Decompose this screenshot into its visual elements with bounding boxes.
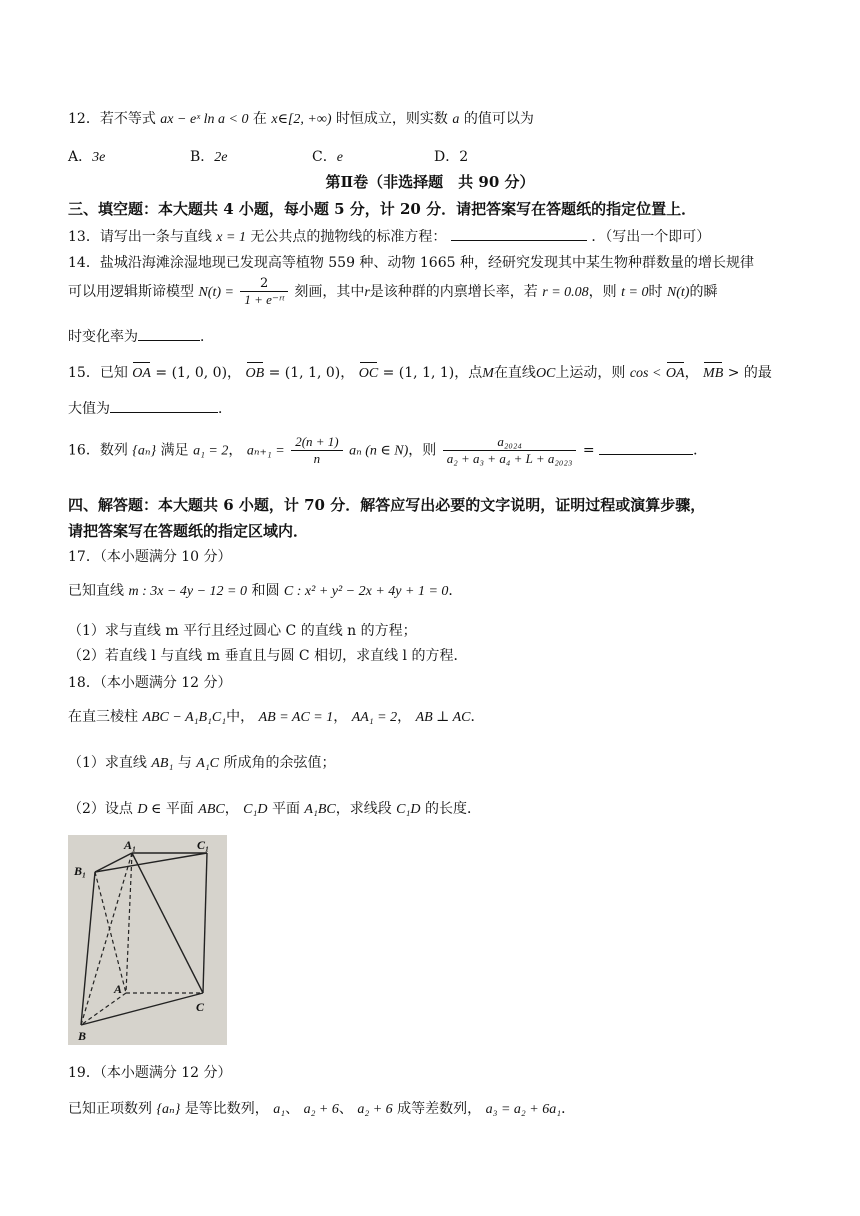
q15-text-end: ． [218,401,232,417]
q17-line-m: m : 3x − 4y − 12 = 0 [128,584,247,599]
q16-text-b: 满足 [160,442,189,459]
edge-aa1 [126,853,132,993]
q18-cond-1: AB = AC = 1 [258,710,334,725]
q18-plane-abc: ABC [198,802,225,817]
option-value: 2 [459,149,469,165]
q12-inequality: ax − eˣ ln a < 0 [160,112,249,127]
q18-text-b: 中， [226,709,255,725]
q14-nt: N(t) [666,285,690,300]
q12-option-c [312,146,343,166]
q14-text-c: 是该种群的内禀增长率，若 [369,284,538,300]
edge-bc [81,993,203,1025]
q13-answer-blank [451,228,587,241]
q17-circle-c: C : x² + y² − 2x + 4y + 1 = 0 [283,584,449,599]
label-a: A [114,982,123,996]
q18-prism: ABC − A₁B₁C₁ [142,710,227,725]
q19-term-3: a₂ + 6 [357,1102,393,1117]
q17-title: 17．（本小题满分 10 分） [68,549,232,565]
q12-option-d [434,146,468,166]
q14-line1: 14．盐城沿海滩涂湿地现已发现高等植物 559 种、动物 1665 种，经研究发现其中某生物种群数量的增长规律 [68,255,754,271]
q14-t0: t = 0 [621,285,649,300]
q18-stem [68,706,484,726]
q16-recurrence-lhs: aₙ₊₁ = [246,443,285,459]
q18-p1-text-b: 与 [177,755,192,771]
q12-text-d: 的值可以为 [463,111,534,127]
q16 [68,434,707,467]
q18-p2-text-c: ， [224,801,239,817]
q16-text-d: ，则 [408,442,437,459]
label-c: C [196,1000,205,1014]
q15-text-c: 在直线 [493,365,536,381]
q15-text-a: 15．已知 [68,365,128,381]
q15-line1: 15．已知 OA = (1, 0, 0)， OB = (1, 1, 0)， OC = (1, 1, 1)，点M在直线OC上运动，则 cos < OA， MB > 的最 [68,365,772,381]
label-b1: B₁ [74,864,87,878]
label-a1: A₁ [124,838,137,852]
q19-term-2: a₂ + 6 [303,1102,339,1117]
q12-option-a [68,146,105,166]
option-label: B． [190,149,215,165]
label-c1: C₁ [197,838,210,852]
edge-ab [81,993,126,1025]
vector-ob-value: = (1, 1, 0) [268,365,341,381]
q18-part2 [68,798,481,818]
q18-plane-a1bc: A₁BC [304,802,336,817]
option-label: C． [312,149,337,165]
q13-text-b: 无公共点的抛物线的标准方程： [250,229,447,245]
q18-cond-3: AB ⊥ AC [415,710,471,725]
q18-text-a: 在直三棱柱 [68,709,138,725]
q18-title: 18．（本小题满分 12 分） [68,675,232,691]
q16-target-den: a₂ + a₃ + a₄ + L + a₂₀₂₃ [446,451,573,466]
q19-term-4: a₃ = a₂ + 6a₁ [485,1102,562,1117]
segment-a1c [132,853,203,993]
q19-sequence: {aₙ} [156,1102,181,1117]
q12-domain: x∈[2, +∞) [271,112,332,127]
q18-point-d: D ∈ [137,802,162,817]
section4-heading-line2: 请把答案写在答题纸的指定区域内． [68,522,309,540]
q14-frac-den: 1 + e⁻ʳᵗ [244,292,284,307]
q18-p2-text-f: 的长度． [424,801,481,817]
q17-text-a: 已知直线 [68,583,124,599]
q19-term-1: a₁ [273,1102,286,1117]
q14-text-b: 刻画，其中 [294,284,365,300]
q14-answer-blank [138,328,200,341]
q16-initial: a₁ = 2 [193,443,229,459]
q18-p1-text-c: 所成角的余弦值； [223,755,336,771]
q14-r-value: r = 0.08 [542,285,589,300]
q15-text-e: > 的最 [727,365,772,381]
q13 [68,226,710,246]
q18-p2-text-a: （2）设点 [68,801,133,817]
q14-function: N(t) = [198,285,234,300]
q14-text-a: 可以用逻辑斯谛模型 [68,284,194,300]
q14-text-f: 的瞬 [689,284,718,300]
q15-text-b: ，点 [454,365,483,381]
q19-text-a: 已知正项数列 [68,1101,152,1117]
q15-point-m: M [482,366,494,381]
q18-part1 [68,752,335,772]
q16-target-fraction [443,434,577,467]
q16-answer-blank [599,442,693,455]
q14-line3 [68,326,214,346]
q18-p1-text-a: （1）求直线 [68,755,147,771]
q13-equation: x = 1 [216,230,246,245]
q18-end: ． [470,709,485,725]
q18-sep: ， [333,709,348,725]
q15-text-line2: 大值为 [68,401,110,417]
q18-p2-text-d: 平面 [271,801,300,817]
q14-r: r [364,285,370,300]
option-label: D． [434,149,460,165]
q14-text-line3: 时变化率为 [68,329,138,345]
q19-end: ． [561,1101,576,1117]
vector-oa: OA [132,366,151,381]
part2-title: 第Ⅱ卷（非选择题 共 90 分） [325,173,535,191]
q19-sep: 、 [338,1101,353,1117]
q15-line2 [68,398,232,418]
q16-target-num: a₂₀₂₄ [443,434,577,451]
edge-cc1 [203,853,207,993]
q16-recurrence-rhs: aₙ (n ∈ N) [349,443,409,459]
q18-p2-text-e: ，求线段 [335,801,392,817]
q16-recurrence-fraction [291,434,342,467]
q13-text-a: 13．请写出一条与直线 [68,229,212,245]
vector-oa-value: = (1, 0, 0) [155,365,228,381]
edge-b1c1 [95,853,207,872]
option-value: 2e [214,150,228,165]
vector-oc: OC [358,366,379,381]
q18-prism-figure [68,835,227,1045]
section3-heading: 三、填空题：本大题共 4 小题，每小题 5 分，计 20 分．请把答案写在答题纸的指定位置上． [68,200,697,218]
q16-equals: = [582,442,595,459]
q18-segment-c1d: C₁D [396,802,421,817]
q13-text-c: ．（写出一个即可） [591,229,711,245]
vector-ob: OB [245,366,265,381]
q19-sep: 、 [285,1101,300,1117]
q15-line-oc: OC [535,366,556,381]
q18-sep: ， [397,709,412,725]
q16-sequence: {aₙ} [132,443,157,459]
q17-stem [68,580,462,600]
vector-mb: MB [703,366,724,381]
q14-frac-num: 2 [240,276,287,292]
vector-oa-in-cos: OA [665,366,685,381]
q17-text-b: 和圆 [251,583,280,599]
q17-part2: （2）若直线 l 与直线 m 垂直且与圆 C 相切，求直线 l 的方程． [68,648,468,664]
section4-heading-line1: 四、解答题：本大题共 6 小题，计 70 分．解答应写出必要的文字说明，证明过程或演算步骤， [68,496,706,514]
q14-text-end: ． [200,329,214,345]
q14-text-e: 时 [648,284,663,300]
q19-title: 19．（本小题满分 12 分） [68,1065,232,1081]
q16-rec-num: 2(n + 1) [291,434,342,451]
q18-line-ab1: AB₁ [151,756,174,771]
q12-var: a [452,112,460,127]
q17-text-c: ． [448,583,463,599]
q16-text-end: ． [693,442,708,459]
option-label: A． [68,149,93,165]
q15-answer-blank [110,400,218,413]
q14-fraction [240,276,287,308]
q18-line-a1c: A₁C [196,756,220,771]
q12-text-a: 12．若不等式 [68,111,156,127]
q16-text-c: ， [228,442,243,459]
q15-cos: cos < [629,366,662,381]
q16-rec-den: n [313,451,321,466]
q16-text-a: 16．数列 [68,442,128,459]
q12-stem [68,108,534,128]
vector-oc-value: = (1, 1, 1) [382,365,455,381]
q19-stem [68,1098,575,1118]
q19-text-b: 是等比数列， [184,1101,269,1117]
q18-cond-2: AA₁ = 2 [351,710,398,725]
label-b: B [78,1029,87,1043]
q15-text-d: 上运动，则 [555,365,626,381]
q17-part1: （1）求与直线 m 平行且经过圆心 C 的直线 n 的方程； [68,623,417,639]
prism-diagram [68,835,227,1045]
q12-option-b [190,146,228,166]
q12-text-b: 在 [252,111,267,127]
q12-text-c: 时恒成立，则实数 [335,111,448,127]
q14-line2 [68,276,717,308]
q14-text-d: ，则 [588,284,617,300]
q18-p2-text-b: 平面 [165,801,194,817]
option-value: e [336,150,343,165]
q19-text-c: 成等差数列， [397,1101,482,1117]
q18-line-c1d: C₁D [243,802,268,817]
option-value: 3e [92,150,106,165]
